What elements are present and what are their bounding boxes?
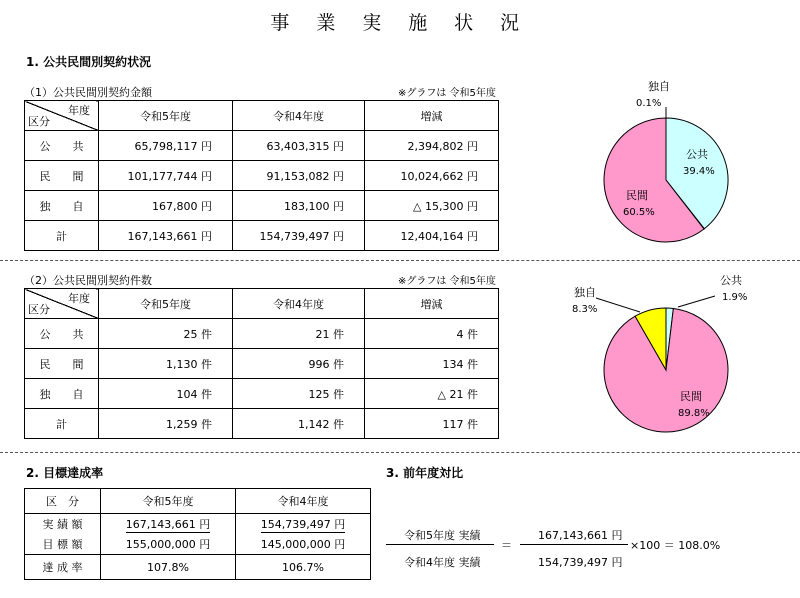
amount-graph-note: ※グラフは 令和5年度 bbox=[398, 88, 496, 99]
slice-label: 公共 bbox=[686, 148, 708, 161]
table-cell: 2,394,802 円 bbox=[365, 131, 499, 161]
table-cell-value: 167,143,661 円 bbox=[125, 517, 211, 531]
total-row bbox=[25, 409, 499, 439]
table-cell: 154,739,497 円 bbox=[233, 221, 365, 251]
row-label: 民 間 bbox=[25, 161, 99, 191]
table-row bbox=[25, 319, 499, 349]
count-pie-chart bbox=[560, 272, 760, 462]
row-label: 目 標 額 bbox=[25, 534, 101, 555]
section1-heading: 1. 公共民間別契約状況 bbox=[26, 55, 152, 69]
slice-percent: 8.3% bbox=[572, 304, 598, 315]
table-row bbox=[25, 379, 499, 409]
count-table bbox=[24, 288, 499, 439]
table-cell-value: 154,739,497 円 bbox=[260, 517, 346, 531]
column-header: 令和5年度 bbox=[99, 289, 233, 319]
table-cell: 1,142 件 bbox=[233, 409, 365, 439]
page-title: 事 業 実 施 状 況 bbox=[270, 12, 530, 34]
table-cell: 117 件 bbox=[365, 409, 499, 439]
section3-heading: 3. 前年度対比 bbox=[386, 466, 464, 480]
table-cell: 25 件 bbox=[99, 319, 233, 349]
table-cell: 183,100 円 bbox=[233, 191, 365, 221]
table-cell: 104 件 bbox=[99, 379, 233, 409]
table-cell: 101,177,744 円 bbox=[99, 161, 233, 191]
row-label: 達 成 率 bbox=[25, 555, 101, 580]
corner-top-label: 年度 bbox=[68, 292, 90, 305]
table-cell: 125 件 bbox=[233, 379, 365, 409]
table-cell: 21 件 bbox=[233, 319, 365, 349]
slice-percent: 39.4% bbox=[683, 166, 715, 177]
equals-sign: ＝ bbox=[501, 539, 512, 552]
corner-cell bbox=[25, 101, 99, 131]
slice-percent: 60.5% bbox=[623, 207, 655, 218]
table-cell: 145,000,000 円 bbox=[236, 534, 371, 555]
column-header: 令和4年度 bbox=[233, 289, 365, 319]
slice-label: 独自 bbox=[574, 286, 596, 299]
table-cell: 134 件 bbox=[365, 349, 499, 379]
slice-label: 民間 bbox=[626, 189, 648, 202]
slice-percent: 0.1% bbox=[636, 98, 662, 109]
amount-pie-chart bbox=[560, 72, 760, 262]
row-label: 計 bbox=[25, 409, 99, 439]
table-row bbox=[25, 534, 371, 555]
count-subheading: （2）公共民間別契約件数 bbox=[24, 274, 152, 287]
table-cell: 107.8% bbox=[101, 555, 236, 580]
leader-line bbox=[678, 296, 715, 307]
row-label: 実 績 額 bbox=[25, 514, 101, 535]
table-row bbox=[25, 555, 371, 580]
ratio-result: ×100 ＝ 108.0% bbox=[630, 539, 721, 552]
table-cell bbox=[236, 514, 371, 535]
count-graph-note: ※グラフは 令和5年度 bbox=[398, 276, 496, 287]
table-cell: 996 件 bbox=[233, 349, 365, 379]
corner-top-label: 年度 bbox=[68, 104, 90, 117]
table-row bbox=[25, 161, 499, 191]
table-cell: △ 21 件 bbox=[365, 379, 499, 409]
slice-label: 民間 bbox=[680, 390, 702, 403]
amount-table bbox=[24, 100, 499, 251]
denominator-label: 令和4年度 実績 bbox=[404, 556, 481, 569]
row-label: 公 共 bbox=[25, 131, 99, 161]
row-label: 民 間 bbox=[25, 349, 99, 379]
row-label: 計 bbox=[25, 221, 99, 251]
table-cell: 155,000,000 円 bbox=[101, 534, 236, 555]
corner-bottom-label: 区分 bbox=[28, 303, 50, 316]
fraction-bar bbox=[520, 544, 628, 545]
section2-heading: 2. 目標達成率 bbox=[26, 466, 104, 480]
table-cell: 65,798,117 円 bbox=[99, 131, 233, 161]
table-cell: 91,153,082 円 bbox=[233, 161, 365, 191]
column-header: 区 分 bbox=[25, 489, 101, 514]
row-label: 独 自 bbox=[25, 191, 99, 221]
section-divider bbox=[0, 260, 800, 261]
slice-percent: 1.9% bbox=[722, 292, 748, 303]
table-header-row bbox=[25, 289, 499, 319]
column-header: 令和4年度 bbox=[236, 489, 371, 514]
table-row bbox=[25, 131, 499, 161]
column-header: 令和4年度 bbox=[233, 101, 365, 131]
row-label: 独 自 bbox=[25, 379, 99, 409]
table-cell bbox=[101, 514, 236, 535]
slice-label: 独自 bbox=[648, 80, 670, 93]
column-header: 令和5年度 bbox=[101, 489, 236, 514]
table-row bbox=[25, 191, 499, 221]
denominator-value: 154,739,497 円 bbox=[538, 556, 623, 569]
section-divider bbox=[0, 452, 800, 453]
table-cell: 167,143,661 円 bbox=[99, 221, 233, 251]
table-cell: △ 15,300 円 bbox=[365, 191, 499, 221]
slice-percent: 89.8% bbox=[678, 408, 710, 419]
target-table bbox=[24, 488, 371, 580]
corner-cell bbox=[25, 289, 99, 319]
total-row bbox=[25, 221, 499, 251]
table-cell: 1,259 件 bbox=[99, 409, 233, 439]
table-cell: 167,800 円 bbox=[99, 191, 233, 221]
amount-subheading: （1）公共民間別契約金額 bbox=[24, 86, 152, 99]
table-cell: 106.7% bbox=[236, 555, 371, 580]
table-cell: 12,404,164 円 bbox=[365, 221, 499, 251]
numerator-value: 167,143,661 円 bbox=[538, 529, 623, 542]
table-cell: 63,403,315 円 bbox=[233, 131, 365, 161]
leader-line bbox=[596, 298, 640, 312]
table-cell: 1,130 件 bbox=[99, 349, 233, 379]
numerator-label: 令和5年度 実績 bbox=[404, 529, 481, 542]
column-header: 令和5年度 bbox=[99, 101, 233, 131]
corner-bottom-label: 区分 bbox=[28, 115, 50, 128]
table-cell: 4 件 bbox=[365, 319, 499, 349]
row-label: 公 共 bbox=[25, 319, 99, 349]
table-header-row bbox=[25, 489, 371, 514]
column-header: 増減 bbox=[365, 289, 499, 319]
table-row bbox=[25, 514, 371, 535]
table-cell: 10,024,662 円 bbox=[365, 161, 499, 191]
table-row bbox=[25, 349, 499, 379]
slice-label: 公共 bbox=[720, 274, 742, 287]
table-header-row bbox=[25, 101, 499, 131]
column-header: 増減 bbox=[365, 101, 499, 131]
fraction-bar bbox=[386, 544, 494, 545]
